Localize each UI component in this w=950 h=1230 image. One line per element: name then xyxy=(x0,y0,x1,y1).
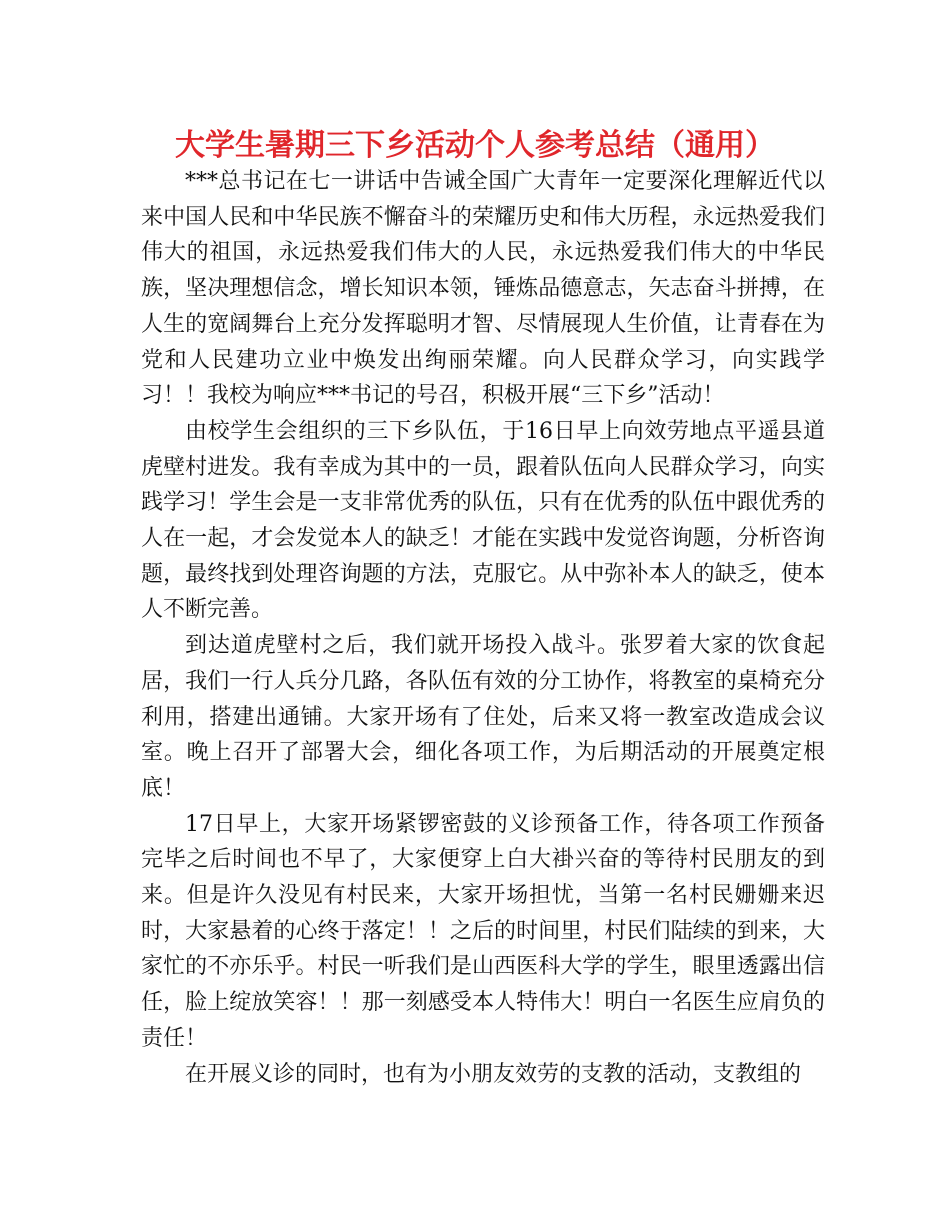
paragraph-3: 到达道虎壁村之后，我们就开场投入战斗。张罗着大家的饮食起居，我们一行人兵分几路，各队伍有效的分工协作，将教室的桌椅充分利用，搭建出通铺。大家开场有了住处，后来又将一教室改造成会议室。晚上召开了部署大会，细化各项工作，为后期活动的开展奠定根底！ xyxy=(141,633,825,801)
document-body xyxy=(141,164,825,1092)
document-title: 大学生暑期三下乡活动个人参考总结（通用） xyxy=(175,128,775,163)
paragraph-1: ***总书记在七一讲话中告诫全国广大青年一定要深化理解近代以来中国人民和中华民族不懈奋斗的荣耀历史和伟大历程，永远热爱我们伟大的祖国，永远热爱我们伟大的人民，永远热爱我们伟大的中华民族，坚决理想信念，增长知识本领，锤炼品德意志，矢志奋斗拼搏，在人生的宽阔舞台上充分发挥聪明才智、尽情展现人生价值，让青春在为党和人民建功立业中焕发出绚丽荣耀。向人民群众学习，向实践学习！！我校为响应***书记的号召，积极开展“三下乡”活动！ xyxy=(141,169,825,409)
paragraph-4: 17日早上，大家开场紧锣密鼓的义诊预备工作，待各项工作预备完毕之后时间也不早了，大家便穿上白大褂兴奋的等待村民朋友的到来。但是许久没见有村民来，大家开场担忧，当第一名村民姗姗来迟时，大家悬着的心终于落定！！之后的时间里，村民们陆续的到来，大家忙的不亦乐乎。村民一听我们是山西医科大学的学生，眼里透露出信任，脸上绽放笑容！！那一刻感受本人特伟大！明白一名医生应肩负的责任！ xyxy=(141,811,825,1051)
paragraph-5: 在开展义诊的同时，也有为小朋友效劳的支教的活动，支教组的 xyxy=(185,1061,802,1087)
paragraph-2: 由校学生会组织的三下乡队伍，于16日早上向效劳地点平遥县道虎壁村进发。我有幸成为其中的一员，跟着队伍向人民群众学习，向实践学习！学生会是一支非常优秀的队伍，只有在优秀的队伍中跟优秀的人在一起，才会发觉本人的缺乏！才能在实践中发觉咨询题，分析咨询题，最终找到处理咨询题的方法，克服它。从中弥补本人的缺乏，使本人不断完善。 xyxy=(141,418,825,623)
